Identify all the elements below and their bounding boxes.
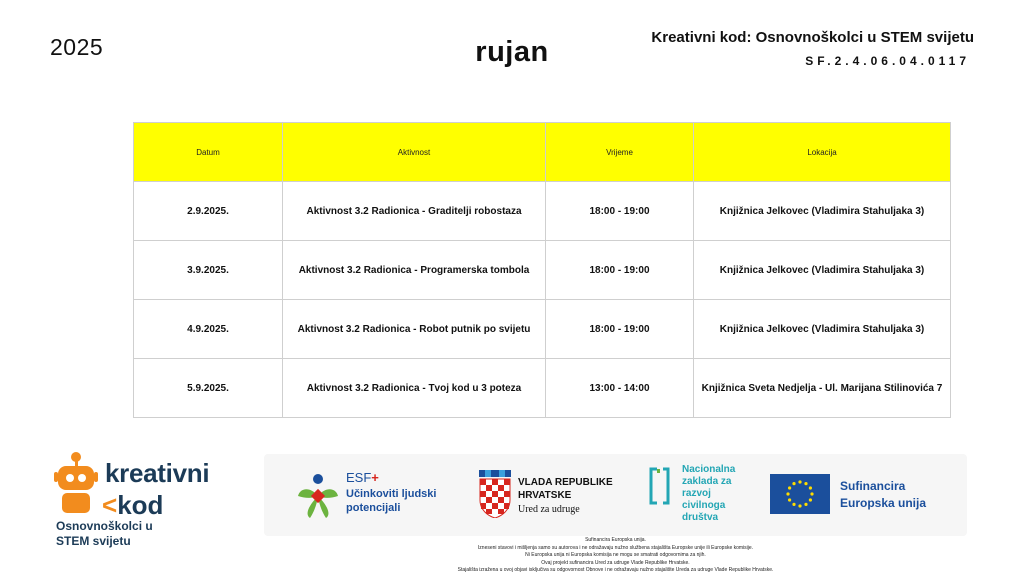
esf-logo	[296, 468, 456, 524]
robot-icon	[56, 452, 96, 514]
zaklada-line: razvoj	[682, 488, 711, 499]
disclaimer-line: Ni Europska unija ni Europska komisija ne mogu se smatrati odgovornima za njih.	[525, 552, 706, 558]
cell-date: 2.9.2025.	[134, 182, 283, 241]
zaklada-line: zaklada za	[682, 476, 732, 487]
esf-line2: potencijali	[346, 502, 401, 514]
cell-date: 3.9.2025.	[134, 241, 283, 300]
eu-flag-icon	[770, 474, 830, 514]
cell-location: Knjižnica Jelkovec (Vladimira Stahuljaka 3)	[694, 300, 951, 359]
cell-date: 4.9.2025.	[134, 300, 283, 359]
project-code: SF.2.4.06.04.0117	[805, 54, 970, 68]
cell-time: 18:00 - 19:00	[546, 182, 694, 241]
disclaimer-line: Stajališta izražena u ovoj objavi isključiva su odgovornost Obnove i ne odražavaju nužno stajalište Ureda za udruge Vlade Republike Hrvatske.	[457, 567, 774, 573]
disclaimer-line: Sufinancira Europska unija.	[585, 537, 646, 543]
cell-activity: Aktivnost 3.2 Radionica - Programerska tombola	[283, 241, 546, 300]
cell-location: Knjižnica Jelkovec (Vladimira Stahuljaka 3)	[694, 241, 951, 300]
project-title: Kreativni kod: Osnovnoškolci u STEM svijetu	[651, 29, 974, 46]
column-header-time: Vrijeme	[546, 123, 694, 182]
disclaimer-line: Ovaj projekt sufinancira Ured za udruge Vlade Republike Hrvatske.	[541, 559, 690, 566]
cell-location: Knjižnica Jelkovec (Vladimira Stahuljaka 3)	[694, 182, 951, 241]
schedule-table	[133, 122, 951, 418]
nacionalna-zaklada-logo	[648, 464, 758, 534]
cell-date: 5.9.2025.	[134, 359, 283, 418]
column-header-location: Lokacija	[694, 123, 951, 182]
esf-flower-icon	[296, 472, 340, 520]
cell-time: 18:00 - 19:00	[546, 300, 694, 359]
cell-time: 13:00 - 14:00	[546, 359, 694, 418]
table-row	[134, 359, 951, 418]
brand-kod-text: kod	[117, 490, 164, 520]
vlada-line2: HRVATSKE	[518, 490, 572, 501]
month-title: rujan	[475, 36, 549, 68]
table-row	[134, 182, 951, 241]
disclaimer-text	[264, 537, 967, 575]
year-label: 2025	[50, 34, 104, 60]
column-header-activity: Aktivnost	[283, 123, 546, 182]
esf-title	[346, 470, 379, 485]
cell-activity: Aktivnost 3.2 Radionica - Robot putnik po svijetu	[283, 300, 546, 359]
cell-activity: Aktivnost 3.2 Radionica - Tvoj kod u 3 poteza	[283, 359, 546, 418]
cell-time: 18:00 - 19:00	[546, 241, 694, 300]
brand-word-kreativni: kreativni	[105, 458, 210, 488]
esf-plus: +	[371, 470, 379, 485]
croatian-coat-of-arms-icon	[478, 470, 512, 518]
eu-line2: Europska unija	[840, 496, 927, 510]
eu-logo	[770, 474, 960, 518]
zaklada-line: društva	[682, 512, 719, 523]
cell-activity: Aktivnost 3.2 Radionica - Graditelji robostaza	[283, 182, 546, 241]
vlada-logo	[478, 470, 638, 526]
esf-line1: Učinkoviti ljudski	[346, 488, 437, 500]
kreativni-kod-logo	[52, 452, 232, 552]
disclaimer-line: Izneseni stavovi i mišljenja samo su autorova i ne odražavaju nužno službena stajališta Europske unije ili Europske komisije.	[477, 544, 754, 551]
brand-subtitle-line1: Osnovnoškolci u	[56, 519, 153, 533]
brand-lt-symbol: <	[102, 490, 118, 520]
partner-logos-bar	[264, 454, 967, 536]
eu-line1: Sufinancira	[840, 479, 906, 493]
column-header-date: Datum	[134, 123, 283, 182]
esf-prefix: ESF	[346, 470, 372, 485]
vlada-line1: VLADA REPUBLIKE	[518, 477, 613, 488]
bracket-icon	[648, 466, 670, 506]
table-row	[134, 300, 951, 359]
brand-subtitle-line2: STEM svijetu	[56, 534, 131, 548]
table-row	[134, 241, 951, 300]
zaklada-line: civilnoga	[682, 500, 726, 511]
vlada-line3: Ured za udruge	[518, 504, 580, 515]
zaklada-line: Nacionalna	[682, 464, 736, 475]
cell-location: Knjižnica Sveta Nedjelja - Ul. Marijana Stilinovića 7	[694, 359, 951, 418]
brand-word-kod	[102, 490, 163, 521]
table-header-row	[134, 123, 951, 182]
